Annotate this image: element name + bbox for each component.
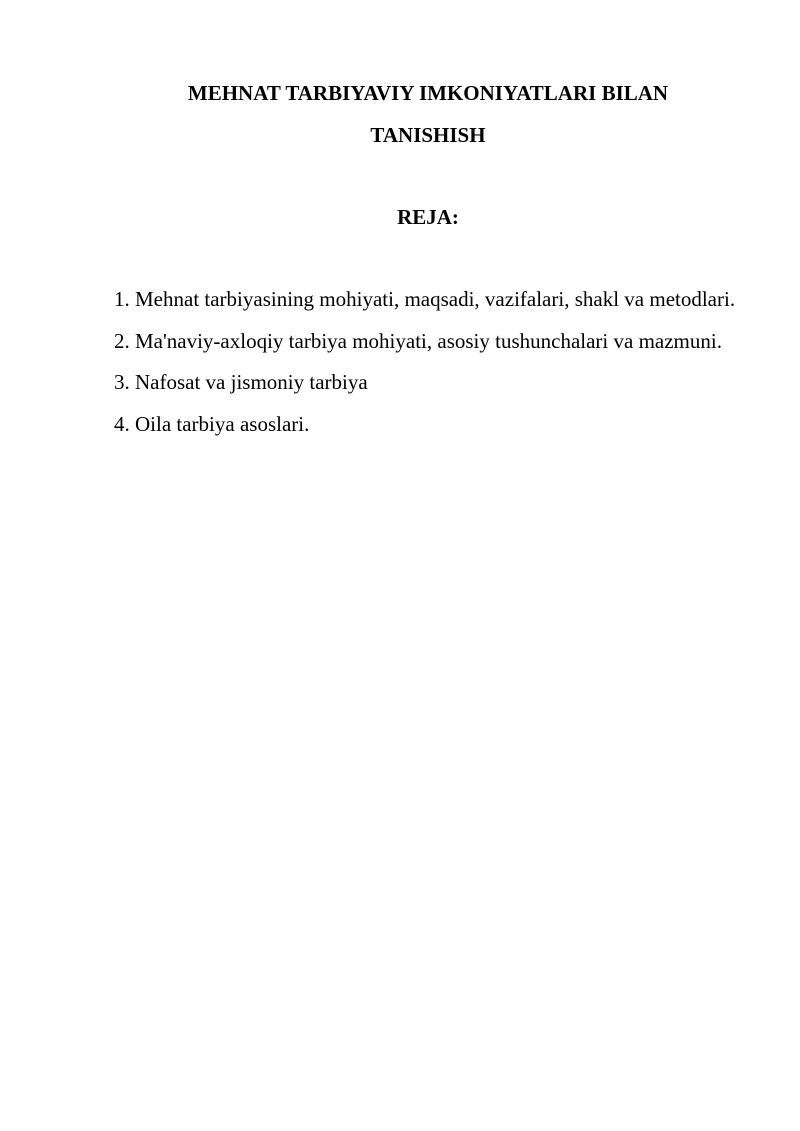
plan-item-3: 3. Nafosat va jismoniy tarbiya [114,370,368,394]
document-title-line-2: TANISHISH [370,123,486,147]
plan-heading: REJA: [397,205,459,229]
plan-item-2: 2. Ma'naviy-axloqiy tarbiya mohiyati, asosiy tushunchalari va mazmuni. [114,328,722,353]
plan-item-1: 1. Mehnat tarbiyasining mohiyati, maqsadi, vazifalari, shakl va metodlari. [114,287,736,311]
plan-item-4: 4. Oila tarbiya asoslari. [114,411,310,436]
document-title-line-1: MEHNAT TARBIYAVIY IMKONIYATLARI BILAN [187,81,669,105]
plan-list [114,279,742,445]
document-title [114,72,742,156]
